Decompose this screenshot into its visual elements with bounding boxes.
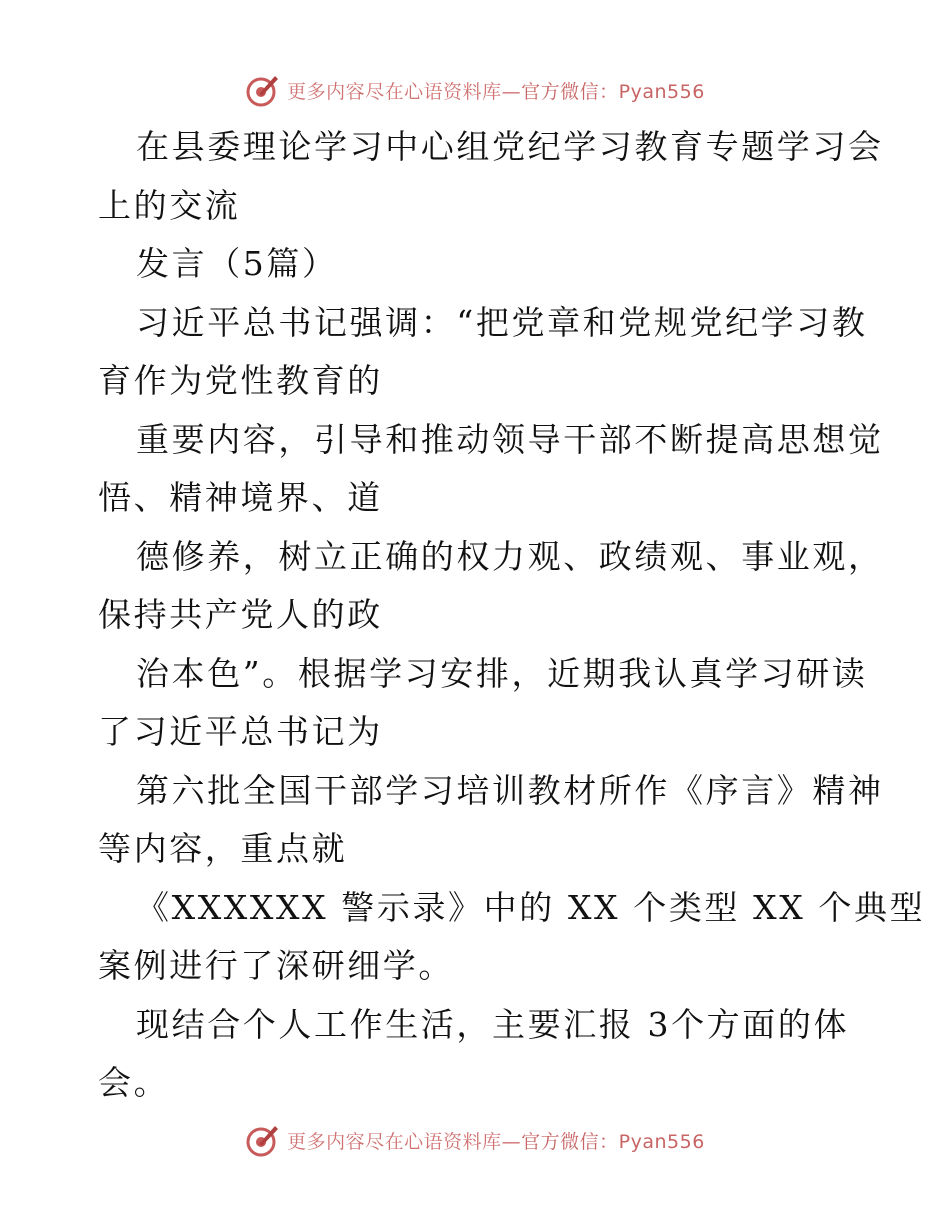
header-watermark bbox=[0, 70, 950, 110]
watermark-wechat: 官方微信：Pyan556 bbox=[521, 1130, 705, 1153]
pen-circle-logo-icon bbox=[245, 72, 281, 108]
text-line: 保持共产党人的政 bbox=[98, 595, 383, 634]
text-line: 习近平总书记强调：“把党章和党规党纪学习教 bbox=[136, 302, 868, 342]
text-line: 第六批全国干部学习培训教材所作《序言》精神 bbox=[136, 770, 884, 810]
text-line: 悟、精神境界、道 bbox=[98, 478, 383, 517]
watermark-site: 更多内容尽在心语资料库 bbox=[287, 80, 502, 103]
text-line: 发言（5篇） bbox=[136, 244, 338, 283]
pen-circle-logo-icon bbox=[245, 1122, 281, 1158]
text-line: 重要内容，引导和推动领导干部不断提高思想觉 bbox=[136, 419, 884, 459]
text-line: 治本色”。根据学习安排，近期我认真学习研读 bbox=[136, 653, 868, 693]
text-line: 在县委理论学习中心组党纪学习教育专题学习会 bbox=[136, 127, 884, 166]
watermark-separator: — bbox=[501, 1130, 522, 1153]
watermark-separator: — bbox=[501, 80, 522, 103]
text-line: 德修养，树立正确的权力观、政绩观、事业观， bbox=[136, 536, 884, 576]
text-line: 育作为党性教育的 bbox=[98, 361, 383, 400]
watermark-wechat: 官方微信：Pyan556 bbox=[521, 80, 705, 103]
watermark-text bbox=[287, 1127, 705, 1154]
document-body bbox=[98, 118, 926, 1113]
text-line: 《XXXXXX 警示录》中的 XX 个类型 XX 个典型 bbox=[136, 887, 926, 927]
watermark-site: 更多内容尽在心语资料库 bbox=[287, 1130, 502, 1153]
text-line: 会。 bbox=[98, 1063, 170, 1102]
text-line: 现结合个人工作生活，主要汇报 3个方面的体 bbox=[136, 1004, 850, 1044]
text-line: 等内容，重点就 bbox=[98, 829, 348, 868]
text-line: 案例进行了深研细学。 bbox=[98, 946, 454, 985]
footer-watermark bbox=[0, 1120, 950, 1160]
text-line: 了习近平总书记为 bbox=[98, 712, 383, 751]
watermark-text bbox=[287, 77, 705, 104]
text-line: 上的交流 bbox=[98, 185, 241, 225]
